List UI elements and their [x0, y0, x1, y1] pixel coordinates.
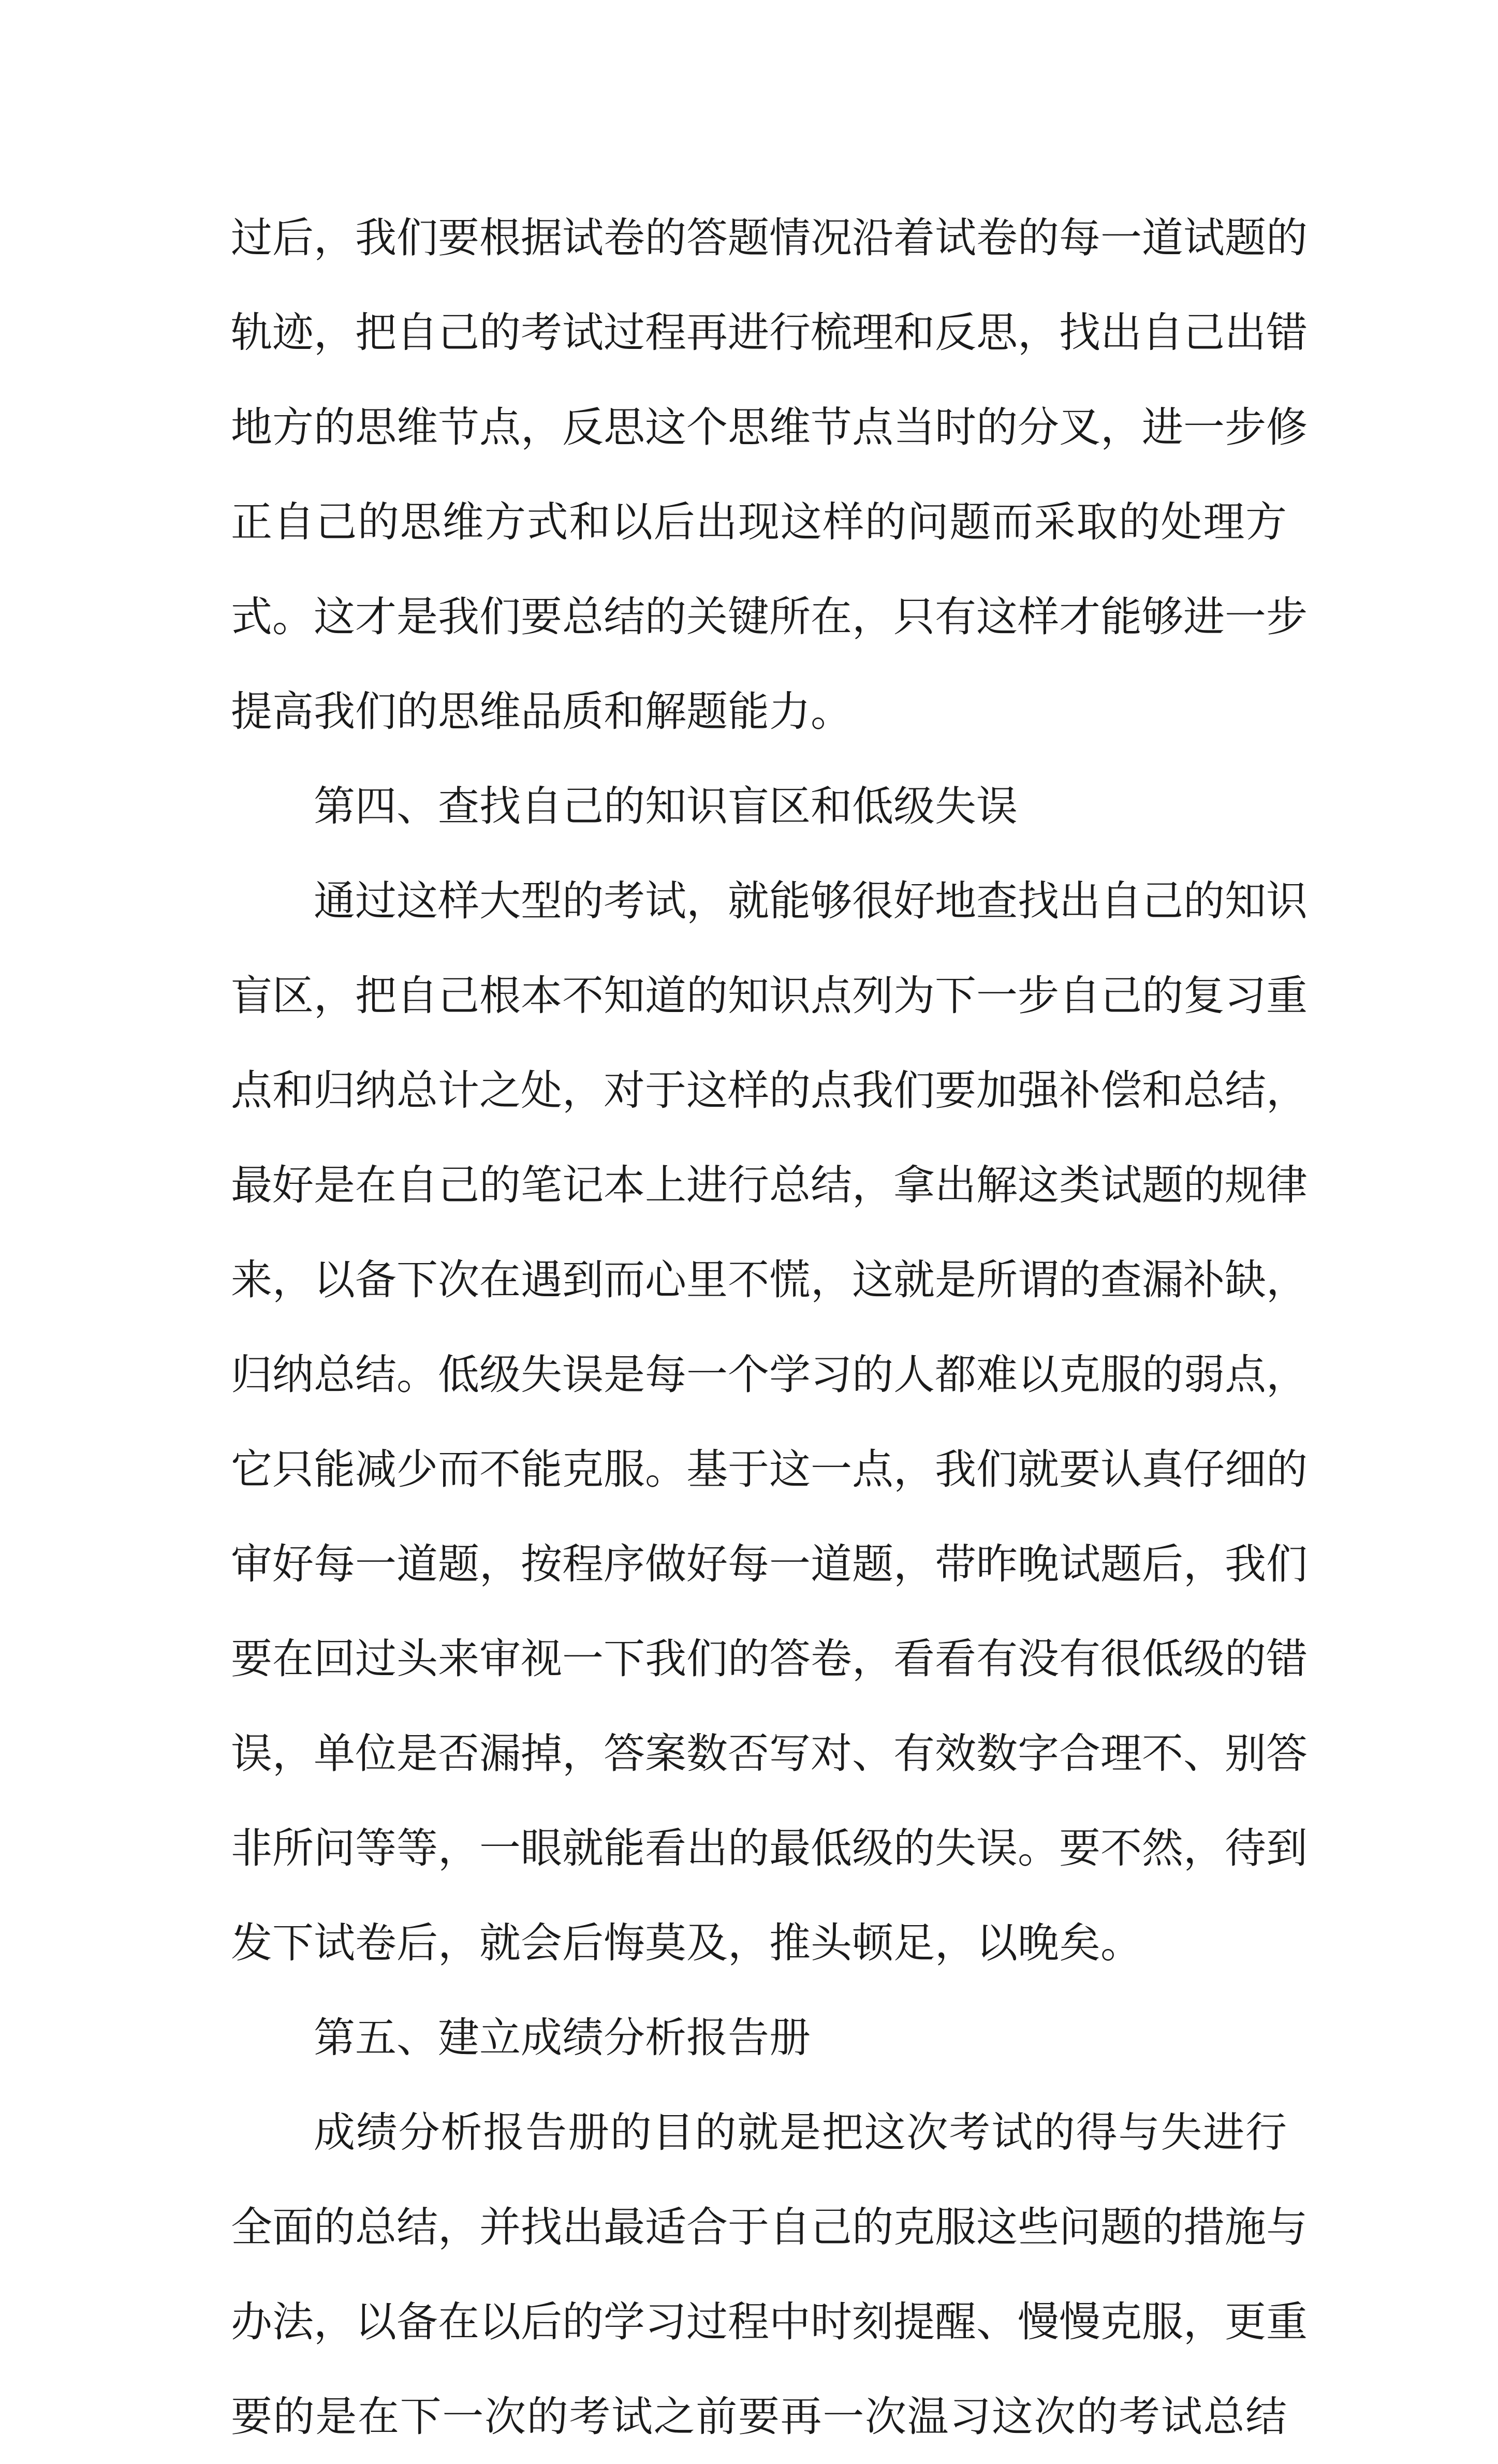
text-line: 提高我们的思维品质和解题能力。	[231, 687, 852, 736]
text-line: 通过这样大型的考试，就能够很好地查找出自己的知识	[314, 877, 1308, 925]
text-line: 点和归纳总计之处，对于这样的点我们要加强补偿和总结，	[231, 1066, 1308, 1114]
text-line: 成绩分析报告册的目的就是把这次考试的得与失进行	[314, 2108, 1287, 2157]
text-line: 过后，我们要根据试卷的答题情况沿着试卷的每一道试题的	[231, 214, 1308, 262]
document-body	[231, 190, 1308, 2464]
text-line: 全面的总结，并找出最适合于自己的克服这些问题的措施与	[231, 2203, 1308, 2251]
text-line: 误，单位是否漏掉，答案数否写对、有效数字合理不、别答	[231, 1729, 1308, 1778]
text-line: 要在回过头来审视一下我们的答卷，看看有没有很低级的错	[231, 1635, 1308, 1683]
text-line: 它只能减少而不能克服。基于这一点，我们就要认真仔细的	[231, 1445, 1308, 1493]
text-line: 非所问等等，一眼就能看出的最低级的失误。要不然，待到	[231, 1824, 1308, 1872]
text-line: 办法，以备在以后的学习过程中时刻提醒、慢慢克服，更重	[231, 2298, 1308, 2346]
text-line: 发下试卷后，就会后悔莫及，推头顿足，以晚矣。	[231, 1919, 1142, 1967]
text-line: 盲区，把自己根本不知道的知识点列为下一步自己的复习重	[231, 972, 1308, 1020]
text-line: 最好是在自己的笔记本上进行总结，拿出解这类试题的规律	[231, 1161, 1308, 1209]
text-line: 正自己的思维方式和以后出现这样的问题而采取的处理方	[231, 498, 1287, 546]
text-line: 式。这才是我们要总结的关键所在，只有这样才能够进一步	[231, 593, 1308, 641]
text-line: 地方的思维节点，反思这个思维节点当时的分叉，进一步修	[231, 403, 1308, 451]
text-line: 审好每一道题，按程序做好每一道题，带昨晚试题后，我们	[231, 1540, 1308, 1588]
text-line: 归纳总结。低级失误是每一个学习的人都难以克服的弱点，	[231, 1351, 1308, 1399]
text-line: 来，以备下次在遇到而心里不慌，这就是所谓的查漏补缺，	[231, 1256, 1308, 1304]
text-line: 第五、建立成绩分析报告册	[314, 2014, 811, 2062]
text-line: 要的是在下一次的考试之前要再一次温习这次的考试总结	[231, 2393, 1287, 2441]
text-line: 第四、查找自己的知识盲区和低级失误	[314, 782, 1018, 830]
text-line: 轨迹，把自己的考试过程再进行梳理和反思，找出自己出错	[231, 309, 1308, 357]
